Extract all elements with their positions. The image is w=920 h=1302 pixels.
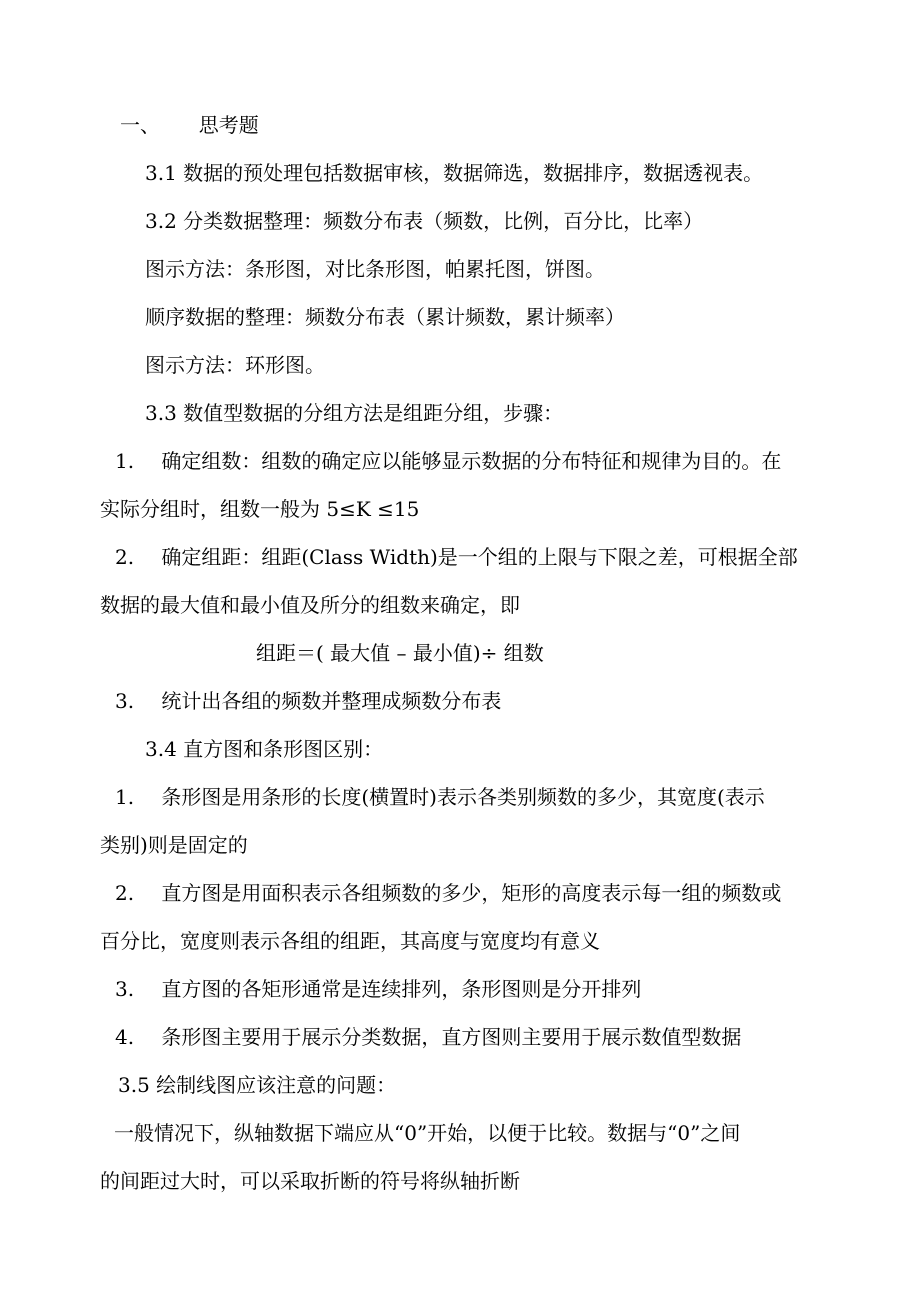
q35-line1: 一般情况下，纵轴数据下端应从“0”开始，以便于比较。数据与“0”之间 [114, 1121, 741, 1145]
q34-point-2-cont: 百分比，宽度则表示各组的组距，其高度与宽度均有意义 [100, 929, 600, 953]
q33-step-3 [115, 688, 501, 714]
point-number: 2. [115, 881, 135, 905]
step-text: 确定组距：组距(Class Width)是一个组的上限与下限之差，可根据全部 [161, 545, 798, 569]
q35-line2: 的间距过大时，可以采取折断的符号将纵轴折断 [100, 1169, 520, 1193]
q32-line3: 顺序数据的整理：频数分布表（累计频数，累计频率） [145, 305, 625, 329]
point-number: 4. [115, 1025, 135, 1049]
point-text: 条形图是用条形的长度(横置时)表示各类别频数的多少，其宽度(表示 [161, 785, 765, 809]
step-number: 1. [115, 449, 135, 473]
q33-step-1-cont: 实际分组时，组数一般为 5≤K ≤15 [100, 497, 420, 521]
point-number: 1. [115, 785, 135, 809]
q34-point-1-cont: 类别)则是固定的 [100, 833, 248, 857]
point-number: 3. [115, 977, 135, 1001]
step-text: 统计出各组的频数并整理成频数分布表 [161, 689, 502, 713]
q34-intro: 3.4 直方图和条形图区别： [145, 737, 384, 761]
q33-step-2 [115, 544, 798, 570]
q34-point-4 [115, 1024, 741, 1050]
section-heading [120, 112, 259, 138]
q34-point-2 [115, 880, 781, 906]
q34-point-3 [115, 976, 641, 1002]
q34-point-1 [115, 784, 765, 810]
step-text: 确定组数：组数的确定应以能够显示数据的分布特征和规律为目的。在 [161, 449, 782, 473]
point-text: 直方图的各矩形通常是连续排列，条形图则是分开排列 [161, 977, 642, 1001]
step-number: 2. [115, 545, 135, 569]
section-marker: 一、 [120, 113, 160, 137]
q32-line1: 3.2 分类数据整理：频数分布表（频数，比例，百分比，比率） [145, 209, 704, 233]
q33-formula: 组距＝( 最大值 – 最小值)÷ 组数 [256, 641, 544, 665]
q33-step-1 [115, 448, 781, 474]
q32-line4: 图示方法：环形图。 [145, 353, 325, 377]
q35-intro: 3.5 绘制线图应该注意的问题： [118, 1073, 397, 1097]
q33-step-2-cont: 数据的最大值和最小值及所分的组数来确定，即 [100, 593, 520, 617]
point-text: 直方图是用面积表示各组频数的多少，矩形的高度表示每一组的频数或 [161, 881, 782, 905]
q33-intro: 3.3 数值型数据的分组方法是组距分组，步骤： [145, 401, 564, 425]
q32-line2: 图示方法：条形图，对比条形图，帕累托图，饼图。 [145, 257, 605, 281]
step-number: 3. [115, 689, 135, 713]
q31-text: 3.1 数据的预处理包括数据审核，数据筛选，数据排序，数据透视表。 [145, 161, 764, 185]
section-title: 思考题 [198, 113, 259, 137]
point-text: 条形图主要用于展示分类数据，直方图则主要用于展示数值型数据 [161, 1025, 742, 1049]
